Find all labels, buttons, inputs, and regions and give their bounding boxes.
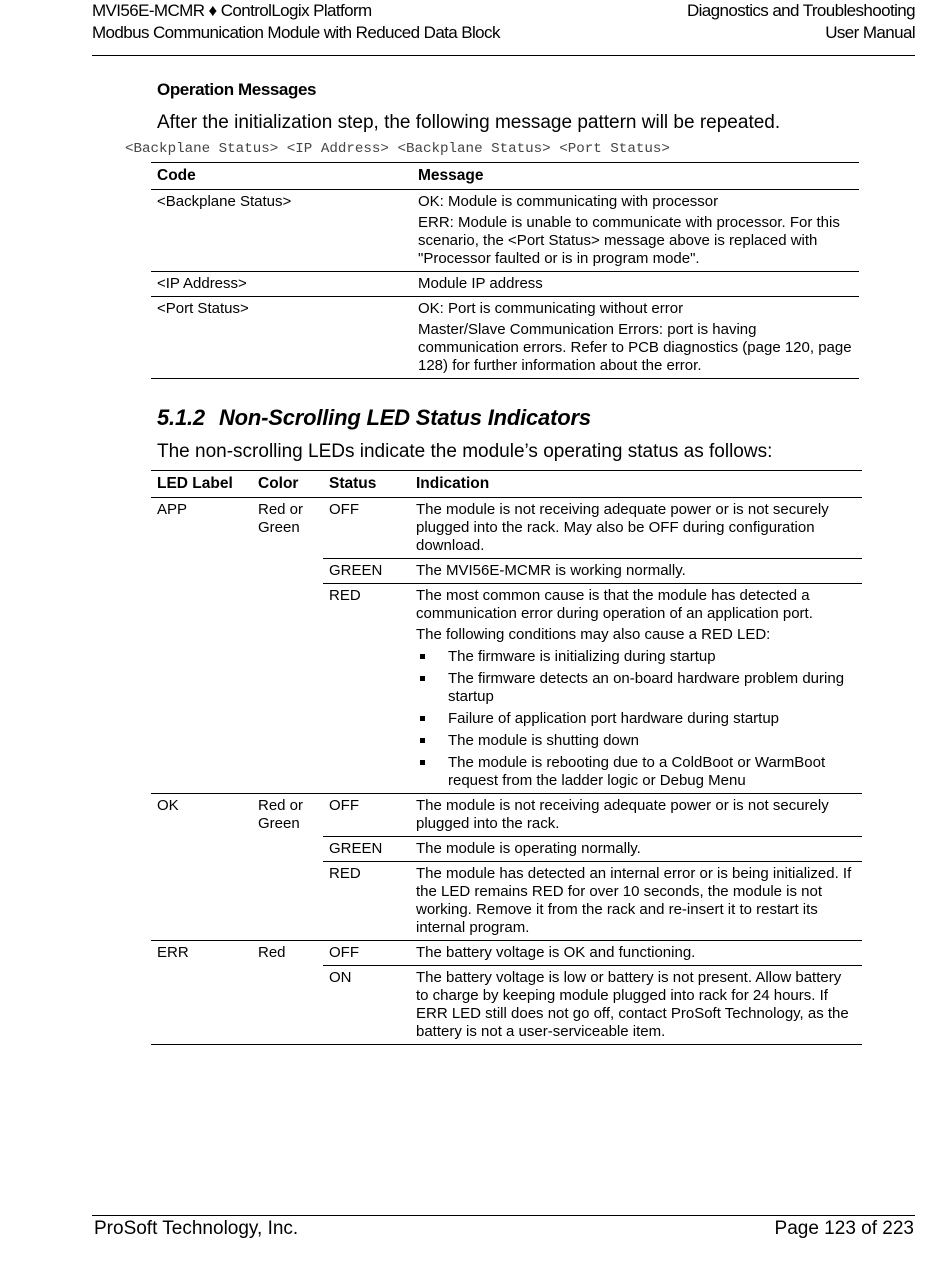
- message-cell: [412, 297, 859, 379]
- led-indication-cell: The module is not receiving adequate power or is not securely plugged into the rack. May also be OFF during configuration download.: [416, 501, 829, 554]
- footer-company: ProSoft Technology, Inc.: [94, 1218, 299, 1239]
- led-status-cell: RED: [323, 584, 410, 794]
- page-header: [92, 0, 915, 56]
- led-status-cell: OFF: [329, 501, 359, 518]
- column-header: Code: [151, 163, 412, 190]
- operation-messages-heading: Operation Messages: [157, 80, 317, 99]
- list-item: The module is rebooting due to a ColdBoot or WarmBoot request from the ladder logic or Debug Menu: [416, 754, 856, 790]
- message-text: ERR: Module is unable to communicate with processor. For this scenario, the <Port Status> message above is replaced with "Processor faulted or is in program mode".: [418, 214, 840, 267]
- operation-messages-table: [151, 162, 859, 379]
- message-text: Master/Slave Communication Errors: port is having communication errors. Refer to PCB diagnostics (page 120, page 128) for further information about the error.: [418, 321, 852, 374]
- led-indication-cell: The module is not receiving adequate power or is not securely plugged into the rack.: [410, 794, 862, 837]
- message-pattern: <Backplane Status> <IP Address> <Backplane Status> <Port Status>: [125, 141, 670, 157]
- led-color-cell: Red or Green: [258, 501, 304, 536]
- list-item: The firmware detects an on-board hardware problem during startup: [416, 670, 856, 706]
- header-product-subtitle: Modbus Communication Module with Reduced Data Block: [92, 23, 500, 42]
- message-text: OK: Module is communicating with processor: [418, 193, 719, 210]
- table-header-row: [151, 163, 859, 190]
- message-text: Module IP address: [418, 275, 543, 292]
- header-manual: User Manual: [825, 23, 915, 42]
- led-color-cell: Red or Green: [252, 794, 323, 941]
- code-cell: <Port Status>: [151, 297, 412, 379]
- led-status-cell: ON: [323, 966, 410, 1045]
- led-label-cell: ERR: [151, 941, 252, 1045]
- led-intro: The non-scrolling LEDs indicate the module’s operating status as follows:: [157, 441, 773, 462]
- led-indication-cell: The MVI56E-MCMR is working normally.: [410, 559, 862, 584]
- led-status-cell: GREEN: [323, 559, 410, 584]
- table-header-row: [151, 471, 862, 498]
- table-row: [151, 498, 862, 559]
- table-row: [151, 941, 862, 966]
- page-number: Page 123 of 223: [774, 1218, 914, 1239]
- column-header: Status: [323, 471, 410, 498]
- page-footer: [92, 1215, 915, 1239]
- message-text: OK: Port is communicating without error: [418, 300, 684, 317]
- led-label-cell: OK: [151, 794, 252, 941]
- led-indication-cell: The battery voltage is low or battery is not present. Allow battery to charge by keeping module plugged into rack for 24 hours. If ERR LED still does not go off, contact ProSoft Technology, as the battery is not a user-serviceable item.: [410, 966, 862, 1045]
- column-header: Message: [412, 163, 859, 190]
- header-product: MVI56E-MCMR ♦ ControlLogix Platform: [92, 1, 372, 20]
- message-cell: [412, 190, 859, 272]
- code-cell: <IP Address>: [151, 272, 412, 297]
- indication-text: The most common cause is that the module has detected a communication error during operation of an application port.: [416, 587, 813, 622]
- indication-text: The following conditions may also cause a RED LED:: [416, 626, 771, 643]
- column-header: Color: [252, 471, 323, 498]
- column-header: LED Label: [151, 471, 252, 498]
- led-status-cell: OFF: [323, 794, 410, 837]
- list-item: The module is shutting down: [416, 732, 856, 750]
- header-chapter: Diagnostics and Troubleshooting: [686, 1, 915, 20]
- table-row: [151, 794, 862, 837]
- list-item: The firmware is initializing during startup: [416, 648, 856, 666]
- section-title: Non-Scrolling LED Status Indicators: [218, 405, 591, 430]
- section-number: 5.1.2: [157, 405, 205, 430]
- led-status-table: [151, 470, 862, 1045]
- section-heading: [157, 405, 591, 431]
- led-status-cell: RED: [323, 862, 410, 941]
- led-indication-cell: The module is operating normally.: [410, 837, 862, 862]
- led-color-cell: Red: [252, 941, 323, 1045]
- table-row: [151, 190, 859, 272]
- led-status-cell: OFF: [323, 941, 410, 966]
- code-cell: <Backplane Status>: [151, 190, 412, 272]
- led-label-cell: APP: [157, 501, 188, 518]
- conditions-list: [416, 648, 856, 790]
- led-indication-cell: The battery voltage is OK and functioning.: [410, 941, 862, 966]
- operation-intro: After the initialization step, the following message pattern will be repeated.: [157, 112, 781, 133]
- led-indication-cell: The module has detected an internal error or is being initialized. If the LED remains RED for over 10 seconds, the module is not working. Remove it from the rack and re-insert it to restart its internal program.: [410, 862, 862, 941]
- message-cell: [412, 272, 859, 297]
- table-row: [151, 272, 859, 297]
- led-status-cell: GREEN: [323, 837, 410, 862]
- list-item: Failure of application port hardware during startup: [416, 710, 856, 728]
- column-header: Indication: [410, 471, 862, 498]
- led-indication-cell: [410, 584, 862, 794]
- table-row: [151, 297, 859, 379]
